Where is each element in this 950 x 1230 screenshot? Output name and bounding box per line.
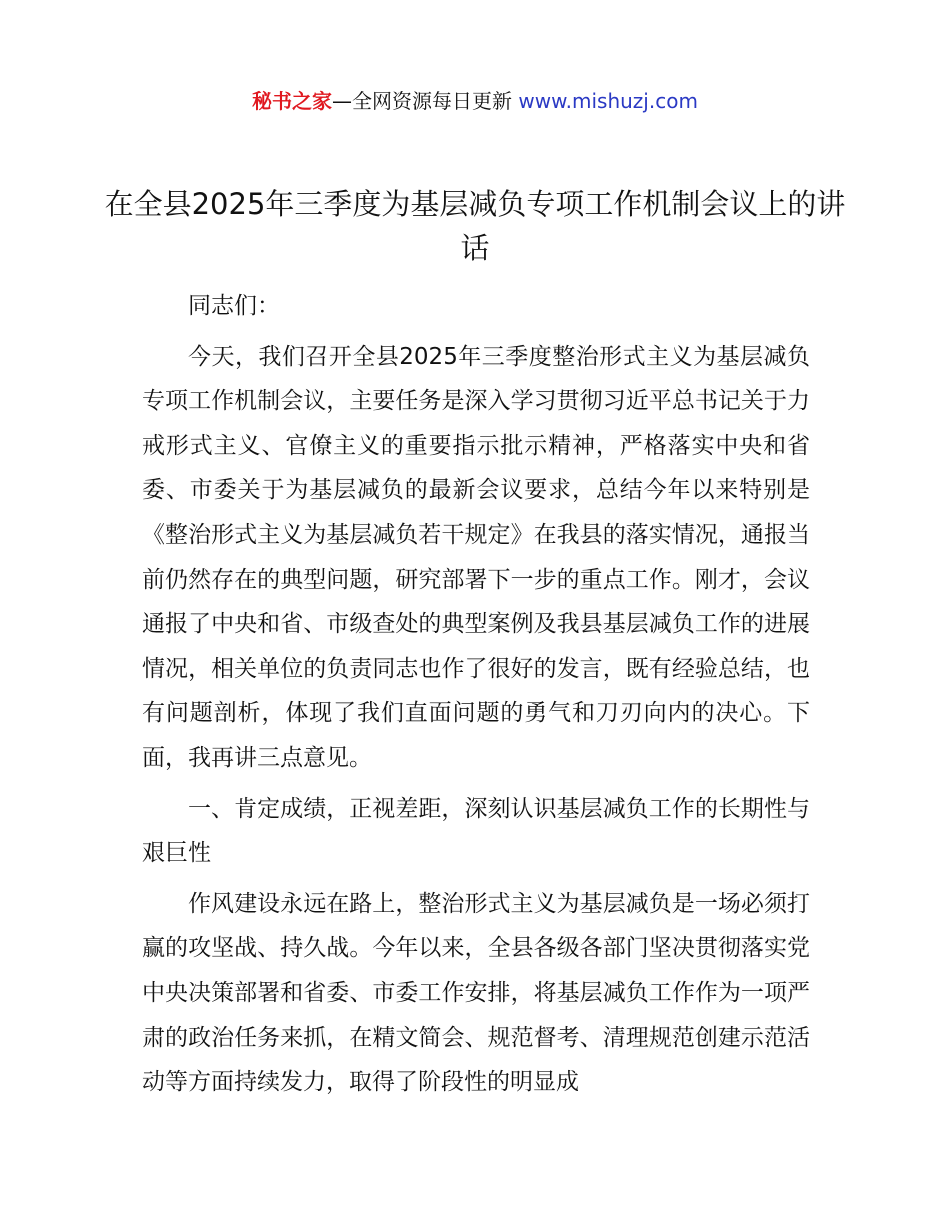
paragraph-section-1: 作风建设永远在路上，整治形式主义为基层减负是一场必须打赢的攻坚战、持久战。今年以来，全县各级各部门坚决贯彻落实党中央决策部署和省委、市委工作安排，将基层减负工作作为一项严肃的政治任务来抓，在精文简会、规范督考、清理规范创建示范活动等方面持续发力，取得了阶段性的明显成 — [142, 890, 810, 1096]
salutation: 同志们： — [188, 293, 280, 319]
paragraph-intro: 今天，我们召开全县2025年三季度整治形式主义为基层减负专项工作机制会议，主要任务是深入学习贯彻习近平总书记关于力戒形式主义、官僚主义的重要指示批示精神，严格落实中央和省委、市委关于为基层减负的最新会议要求，总结今年以来特别是《整治形式主义为基层减负若干规定》在我县的落实情况，通报当前仍然存在的典型问题，研究部署下一步的重点工作。刚才，会议通报了中央和省、市级查处的典型案例及我县基层减负工作的进展情况，相关单位的负责同志也作了很好的发言，既有经验总结，也有问题剖析，体现了我们直面问题的勇气和刀刃向内的决心。下面，我再讲三点意见。 — [142, 343, 810, 771]
site-url-link[interactable]: www.mishuzj.com — [518, 89, 698, 113]
site-header — [0, 84, 950, 118]
header-tagline: —全网资源每日更新 — [332, 89, 513, 113]
document-title: 在全县2025年三季度为基层减负专项工作机制会议上的讲话 — [104, 187, 846, 265]
document-body — [142, 284, 810, 1111]
brand-name: 秘书之家 — [252, 89, 333, 113]
section-heading-1: 一、肯定成绩，正视差距，深刻认识基层减负工作的长期性与艰巨性 — [142, 795, 810, 867]
